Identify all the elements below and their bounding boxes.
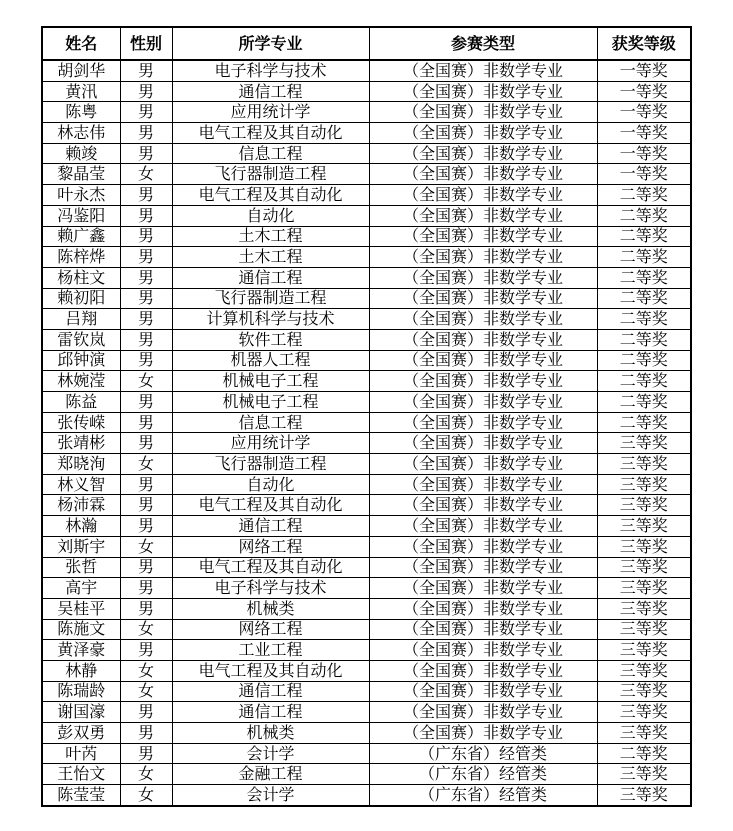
- cell-gender: 男: [120, 123, 172, 144]
- cell-major: 应用统计学: [172, 102, 369, 123]
- cell-type: （全国赛）非数学专业: [369, 288, 597, 309]
- cell-name: 林义智: [42, 474, 120, 495]
- cell-major: 电子科学与技术: [172, 60, 369, 81]
- cell-gender: 男: [120, 60, 172, 81]
- cell-major: 飞行器制造工程: [172, 164, 369, 185]
- cell-gender: 男: [120, 247, 172, 268]
- cell-major: 电气工程及其自动化: [172, 185, 369, 206]
- cell-type: （全国赛）非数学专业: [369, 267, 597, 288]
- table-row: [42, 723, 691, 744]
- cell-name: 叶永杰: [42, 185, 120, 206]
- cell-major: 自动化: [172, 205, 369, 226]
- cell-type: （全国赛）非数学专业: [369, 81, 597, 102]
- cell-gender: 男: [120, 288, 172, 309]
- cell-type: （全国赛）非数学专业: [369, 433, 597, 454]
- cell-name: 黄泽豪: [42, 640, 120, 661]
- cell-major: 土木工程: [172, 247, 369, 268]
- cell-major: 通信工程: [172, 267, 369, 288]
- header-major: 所学专业: [172, 27, 369, 60]
- cell-type: （广东省）经管类: [369, 785, 597, 806]
- table-row: [42, 495, 691, 516]
- cell-gender: 女: [120, 371, 172, 392]
- table-row: [42, 474, 691, 495]
- cell-type: （全国赛）非数学专业: [369, 619, 597, 640]
- cell-major: 软件工程: [172, 329, 369, 350]
- cell-type: （全国赛）非数学专业: [369, 164, 597, 185]
- table-row: [42, 598, 691, 619]
- header-name: 姓名: [42, 27, 120, 60]
- cell-major: 电气工程及其自动化: [172, 557, 369, 578]
- cell-type: （全国赛）非数学专业: [369, 392, 597, 413]
- table-row: [42, 123, 691, 144]
- cell-name: 陈益: [42, 392, 120, 413]
- cell-gender: 女: [120, 681, 172, 702]
- cell-level: 二等奖: [597, 412, 691, 433]
- cell-major: 电气工程及其自动化: [172, 495, 369, 516]
- cell-type: （全国赛）非数学专业: [369, 598, 597, 619]
- cell-level: 二等奖: [597, 267, 691, 288]
- cell-level: 二等奖: [597, 350, 691, 371]
- cell-major: 金融工程: [172, 764, 369, 785]
- table-row: [42, 350, 691, 371]
- cell-type: （全国赛）非数学专业: [369, 723, 597, 744]
- cell-major: 网络工程: [172, 619, 369, 640]
- cell-level: 三等奖: [597, 557, 691, 578]
- cell-name: 陈瑞龄: [42, 681, 120, 702]
- cell-gender: 女: [120, 454, 172, 475]
- cell-name: 胡剑华: [42, 60, 120, 81]
- cell-level: 三等奖: [597, 785, 691, 806]
- cell-gender: 男: [120, 81, 172, 102]
- cell-name: 王怡文: [42, 764, 120, 785]
- cell-level: 三等奖: [597, 536, 691, 557]
- cell-level: 一等奖: [597, 143, 691, 164]
- cell-major: 信息工程: [172, 143, 369, 164]
- cell-name: 林婉滢: [42, 371, 120, 392]
- cell-level: 一等奖: [597, 81, 691, 102]
- cell-name: 陈梓烨: [42, 247, 120, 268]
- cell-gender: 男: [120, 743, 172, 764]
- table-row: [42, 309, 691, 330]
- cell-gender: 男: [120, 309, 172, 330]
- cell-name: 谢国濠: [42, 702, 120, 723]
- cell-level: 二等奖: [597, 329, 691, 350]
- header-level: 获奖等级: [597, 27, 691, 60]
- cell-type: （全国赛）非数学专业: [369, 143, 597, 164]
- cell-type: （全国赛）非数学专业: [369, 60, 597, 81]
- cell-level: 二等奖: [597, 288, 691, 309]
- cell-level: 三等奖: [597, 681, 691, 702]
- table-row: [42, 185, 691, 206]
- cell-gender: 男: [120, 412, 172, 433]
- cell-gender: 男: [120, 143, 172, 164]
- table-row: [42, 785, 691, 806]
- cell-name: 彭双勇: [42, 723, 120, 744]
- cell-type: （全国赛）非数学专业: [369, 454, 597, 475]
- table-row: [42, 578, 691, 599]
- cell-level: 三等奖: [597, 516, 691, 537]
- cell-level: 三等奖: [597, 702, 691, 723]
- cell-type: （全国赛）非数学专业: [369, 640, 597, 661]
- cell-gender: 男: [120, 102, 172, 123]
- cell-name: 高宇: [42, 578, 120, 599]
- cell-gender: 男: [120, 516, 172, 537]
- cell-major: 电气工程及其自动化: [172, 660, 369, 681]
- table-row: [42, 702, 691, 723]
- table-row: [42, 226, 691, 247]
- cell-gender: 女: [120, 164, 172, 185]
- table-row: [42, 557, 691, 578]
- table-row: [42, 81, 691, 102]
- cell-gender: 男: [120, 267, 172, 288]
- cell-name: 刘斯宇: [42, 536, 120, 557]
- cell-major: 会计学: [172, 743, 369, 764]
- cell-name: 郑晓洵: [42, 454, 120, 475]
- cell-name: 杨柱文: [42, 267, 120, 288]
- cell-name: 赖初阳: [42, 288, 120, 309]
- cell-type: （全国赛）非数学专业: [369, 102, 597, 123]
- cell-type: （全国赛）非数学专业: [369, 702, 597, 723]
- cell-major: 工业工程: [172, 640, 369, 661]
- cell-type: （全国赛）非数学专业: [369, 681, 597, 702]
- cell-name: 赖竣: [42, 143, 120, 164]
- table-row: [42, 660, 691, 681]
- cell-gender: 女: [120, 660, 172, 681]
- cell-type: （全国赛）非数学专业: [369, 412, 597, 433]
- header-gender: 性别: [120, 27, 172, 60]
- cell-level: 三等奖: [597, 598, 691, 619]
- cell-major: 通信工程: [172, 681, 369, 702]
- cell-gender: 男: [120, 226, 172, 247]
- cell-name: 陈施文: [42, 619, 120, 640]
- cell-gender: 男: [120, 598, 172, 619]
- cell-type: （广东省）经管类: [369, 743, 597, 764]
- cell-gender: 女: [120, 536, 172, 557]
- cell-type: （全国赛）非数学专业: [369, 371, 597, 392]
- cell-gender: 女: [120, 619, 172, 640]
- cell-major: 飞行器制造工程: [172, 288, 369, 309]
- cell-level: 一等奖: [597, 164, 691, 185]
- table-row: [42, 619, 691, 640]
- cell-major: 土木工程: [172, 226, 369, 247]
- cell-level: 三等奖: [597, 495, 691, 516]
- cell-type: （全国赛）非数学专业: [369, 350, 597, 371]
- cell-name: 邱钟演: [42, 350, 120, 371]
- cell-name: 黄汛: [42, 81, 120, 102]
- cell-major: 应用统计学: [172, 433, 369, 454]
- cell-major: 通信工程: [172, 81, 369, 102]
- cell-name: 林静: [42, 660, 120, 681]
- cell-level: 二等奖: [597, 247, 691, 268]
- cell-gender: 男: [120, 329, 172, 350]
- cell-name: 吴桂平: [42, 598, 120, 619]
- cell-type: （全国赛）非数学专业: [369, 309, 597, 330]
- cell-major: 自动化: [172, 474, 369, 495]
- table-row: [42, 267, 691, 288]
- cell-gender: 男: [120, 723, 172, 744]
- cell-level: 二等奖: [597, 371, 691, 392]
- cell-major: 通信工程: [172, 702, 369, 723]
- table-row: [42, 412, 691, 433]
- cell-type: （全国赛）非数学专业: [369, 474, 597, 495]
- cell-gender: 男: [120, 185, 172, 206]
- cell-gender: 男: [120, 702, 172, 723]
- awards-table: [41, 26, 692, 807]
- cell-gender: 男: [120, 433, 172, 454]
- cell-gender: 男: [120, 474, 172, 495]
- table-header: [42, 27, 691, 60]
- cell-type: （广东省）经管类: [369, 764, 597, 785]
- cell-gender: 男: [120, 350, 172, 371]
- cell-name: 张哲: [42, 557, 120, 578]
- cell-level: 三等奖: [597, 660, 691, 681]
- cell-major: 机械电子工程: [172, 392, 369, 413]
- table-row: [42, 329, 691, 350]
- cell-name: 黎晶莹: [42, 164, 120, 185]
- cell-level: 三等奖: [597, 433, 691, 454]
- table-row: [42, 536, 691, 557]
- table-row: [42, 102, 691, 123]
- cell-level: 一等奖: [597, 123, 691, 144]
- table-row: [42, 764, 691, 785]
- cell-major: 通信工程: [172, 516, 369, 537]
- cell-level: 三等奖: [597, 619, 691, 640]
- cell-gender: 男: [120, 392, 172, 413]
- cell-major: 会计学: [172, 785, 369, 806]
- cell-major: 计算机科学与技术: [172, 309, 369, 330]
- header-row: [42, 27, 691, 60]
- cell-gender: 男: [120, 578, 172, 599]
- cell-level: 二等奖: [597, 226, 691, 247]
- cell-major: 机械类: [172, 598, 369, 619]
- table-row: [42, 288, 691, 309]
- cell-type: （全国赛）非数学专业: [369, 329, 597, 350]
- cell-name: 陈莹莹: [42, 785, 120, 806]
- table-row: [42, 681, 691, 702]
- cell-major: 电气工程及其自动化: [172, 123, 369, 144]
- table-row: [42, 516, 691, 537]
- table-row: [42, 60, 691, 81]
- cell-name: 张靖彬: [42, 433, 120, 454]
- cell-gender: 男: [120, 640, 172, 661]
- cell-type: （全国赛）非数学专业: [369, 516, 597, 537]
- cell-level: 二等奖: [597, 392, 691, 413]
- cell-level: 一等奖: [597, 102, 691, 123]
- cell-major: 机械类: [172, 723, 369, 744]
- cell-type: （全国赛）非数学专业: [369, 557, 597, 578]
- cell-gender: 男: [120, 205, 172, 226]
- cell-level: 二等奖: [597, 205, 691, 226]
- cell-major: 电子科学与技术: [172, 578, 369, 599]
- header-type: 参赛类型: [369, 27, 597, 60]
- table-row: [42, 392, 691, 413]
- cell-name: 叶芮: [42, 743, 120, 764]
- table-row: [42, 164, 691, 185]
- cell-type: （全国赛）非数学专业: [369, 205, 597, 226]
- cell-name: 雷钦岚: [42, 329, 120, 350]
- table-row: [42, 743, 691, 764]
- cell-name: 林瀚: [42, 516, 120, 537]
- cell-type: （全国赛）非数学专业: [369, 578, 597, 599]
- cell-name: 陈粤: [42, 102, 120, 123]
- cell-type: （全国赛）非数学专业: [369, 185, 597, 206]
- table-body: [42, 60, 691, 806]
- cell-level: 三等奖: [597, 723, 691, 744]
- cell-name: 林志伟: [42, 123, 120, 144]
- cell-level: 二等奖: [597, 309, 691, 330]
- cell-type: （全国赛）非数学专业: [369, 247, 597, 268]
- table-row: [42, 247, 691, 268]
- cell-name: 冯鉴阳: [42, 205, 120, 226]
- table-row: [42, 454, 691, 475]
- cell-level: 二等奖: [597, 185, 691, 206]
- cell-major: 机器人工程: [172, 350, 369, 371]
- cell-major: 网络工程: [172, 536, 369, 557]
- table-row: [42, 205, 691, 226]
- cell-gender: 女: [120, 785, 172, 806]
- cell-level: 三等奖: [597, 578, 691, 599]
- cell-gender: 男: [120, 495, 172, 516]
- cell-major: 信息工程: [172, 412, 369, 433]
- table-row: [42, 143, 691, 164]
- cell-level: 二等奖: [597, 743, 691, 764]
- cell-gender: 女: [120, 764, 172, 785]
- cell-gender: 男: [120, 557, 172, 578]
- cell-name: 杨沛霖: [42, 495, 120, 516]
- cell-type: （全国赛）非数学专业: [369, 536, 597, 557]
- cell-level: 一等奖: [597, 60, 691, 81]
- cell-name: 吕翔: [42, 309, 120, 330]
- cell-type: （全国赛）非数学专业: [369, 660, 597, 681]
- cell-type: （全国赛）非数学专业: [369, 123, 597, 144]
- cell-level: 三等奖: [597, 640, 691, 661]
- table-row: [42, 640, 691, 661]
- cell-level: 三等奖: [597, 454, 691, 475]
- cell-type: （全国赛）非数学专业: [369, 495, 597, 516]
- cell-name: 张传嵘: [42, 412, 120, 433]
- table-row: [42, 371, 691, 392]
- cell-major: 机械电子工程: [172, 371, 369, 392]
- table-row: [42, 433, 691, 454]
- cell-type: （全国赛）非数学专业: [369, 226, 597, 247]
- cell-level: 三等奖: [597, 474, 691, 495]
- cell-name: 赖广鑫: [42, 226, 120, 247]
- cell-major: 飞行器制造工程: [172, 454, 369, 475]
- cell-level: 三等奖: [597, 764, 691, 785]
